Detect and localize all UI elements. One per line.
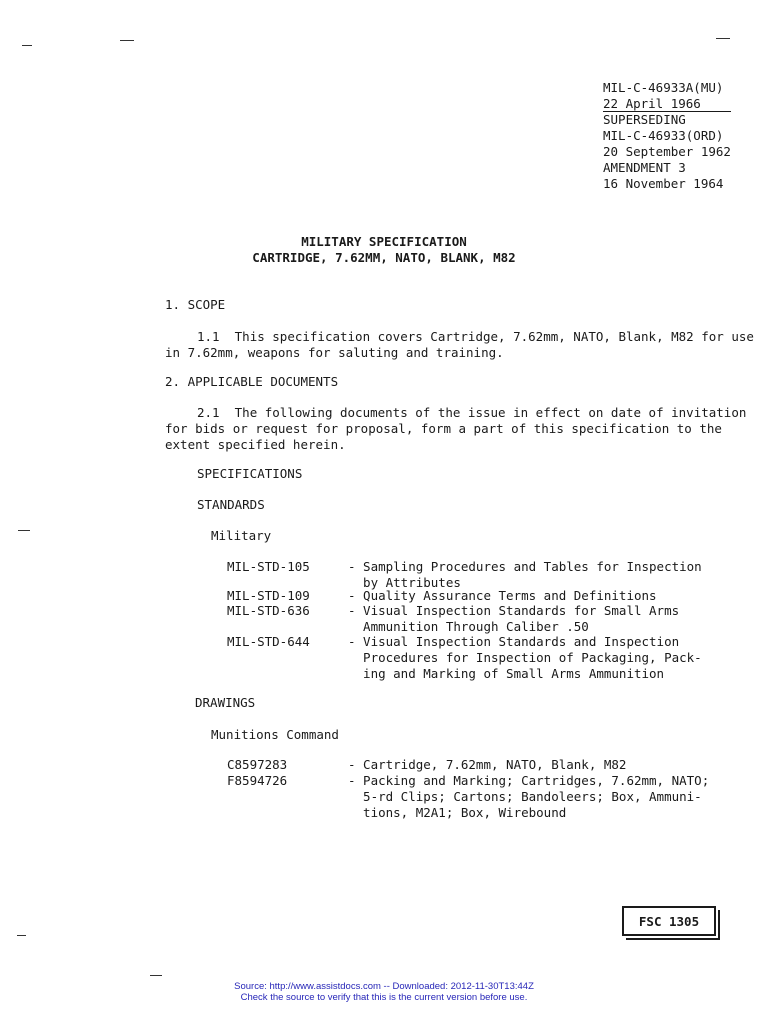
previous-doc-number: MIL-C-46933(ORD) [603, 128, 724, 143]
docs-text: The following documents of the issue in effect on date of invitation for bids or request for proposal, form a part of this specification to the extent specified herein. [165, 405, 747, 452]
document-header [603, 80, 731, 192]
docs-heading: 2. APPLICABLE DOCUMENTS [165, 374, 339, 389]
standard-code: MIL-STD-105 [227, 559, 310, 574]
standard-code: MIL-STD-644 [227, 634, 310, 649]
scan-mark [120, 40, 134, 41]
drawing-desc-line: - Cartridge, 7.62mm, NATO, Blank, M82 [348, 757, 627, 772]
standard-desc-line: - Visual Inspection Standards and Inspection [348, 634, 680, 649]
standard-desc-line: - Quality Assurance Terms and Definitions [348, 588, 657, 603]
scan-mark [18, 530, 30, 531]
scan-mark [716, 38, 730, 39]
drawing-desc-line: tions, M2A1; Box, Wirebound [348, 805, 567, 820]
standard-desc-line: ing and Marking of Small Arms Ammunition [348, 666, 665, 681]
standard-code: MIL-STD-636 [227, 603, 310, 618]
drawing-desc-line: 5-rd Clips; Cartons; Bandoleers; Box, Ammuni- [348, 789, 702, 804]
standard-description [348, 603, 679, 635]
standard-desc-line: Ammunition Through Caliber .50 [348, 619, 589, 634]
drawing-desc-line: - Packing and Marking; Cartridges, 7.62mm, NATO; [348, 773, 710, 788]
docs-paragraph [165, 405, 760, 453]
standard-desc-line: - Visual Inspection Standards for Small Arms [348, 603, 680, 618]
scan-mark [150, 975, 162, 976]
superseding-label: SUPERSEDING [603, 112, 686, 127]
previous-doc-date: 20 September 1962 [603, 144, 731, 159]
drawing-code: F8594726 [227, 773, 288, 788]
standard-description [348, 559, 702, 591]
drawing-description [348, 773, 709, 821]
standard-desc-line: - Sampling Procedures and Tables for Inspection [348, 559, 702, 574]
specifications-label: SPECIFICATIONS [197, 466, 303, 481]
scope-text: This specification covers Cartridge, 7.62mm, NATO, Blank, M82 for use in 7.62mm, weapons for saluting and training. [165, 329, 754, 360]
drawing-code: C8597283 [227, 757, 288, 772]
source-footer [0, 981, 768, 1003]
doc-number: MIL-C-46933A(MU) [603, 80, 724, 95]
military-label: Military [211, 528, 272, 543]
verify-line: Check the source to verify that this is the current version before use. [240, 992, 528, 1003]
scan-mark [22, 45, 32, 46]
munitions-command-label: Munitions Command [211, 727, 339, 742]
amendment-date: 16 November 1964 [603, 176, 724, 191]
standard-description [348, 634, 702, 682]
spec-subtitle: CARTRIDGE, 7.62MM, NATO, BLANK, M82 [252, 250, 516, 265]
drawings-label: DRAWINGS [195, 695, 256, 710]
standards-label: STANDARDS [197, 497, 265, 512]
docs-number: 2.1 [197, 405, 220, 420]
scope-number: 1.1 [197, 329, 220, 344]
source-line: Source: http://www.assistdocs.com -- Downloaded: 2012-11-30T13:44Z [234, 981, 534, 992]
drawing-description [348, 757, 626, 773]
doc-date: 22 April 1966 [603, 97, 731, 112]
standard-description [348, 588, 657, 604]
standard-desc-line: Procedures for Inspection of Packaging, Pack- [348, 650, 702, 665]
standard-code: MIL-STD-109 [227, 588, 310, 603]
scan-mark [17, 935, 26, 936]
scope-paragraph [165, 329, 760, 361]
scope-heading: 1. SCOPE [165, 297, 226, 312]
standard-desc-line: by Attributes [348, 575, 461, 590]
spec-title: MILITARY SPECIFICATION [301, 234, 467, 249]
fsc-code: FSC 1305 [638, 913, 700, 929]
fsc-box [622, 906, 716, 936]
amendment-label: AMENDMENT 3 [603, 160, 686, 175]
